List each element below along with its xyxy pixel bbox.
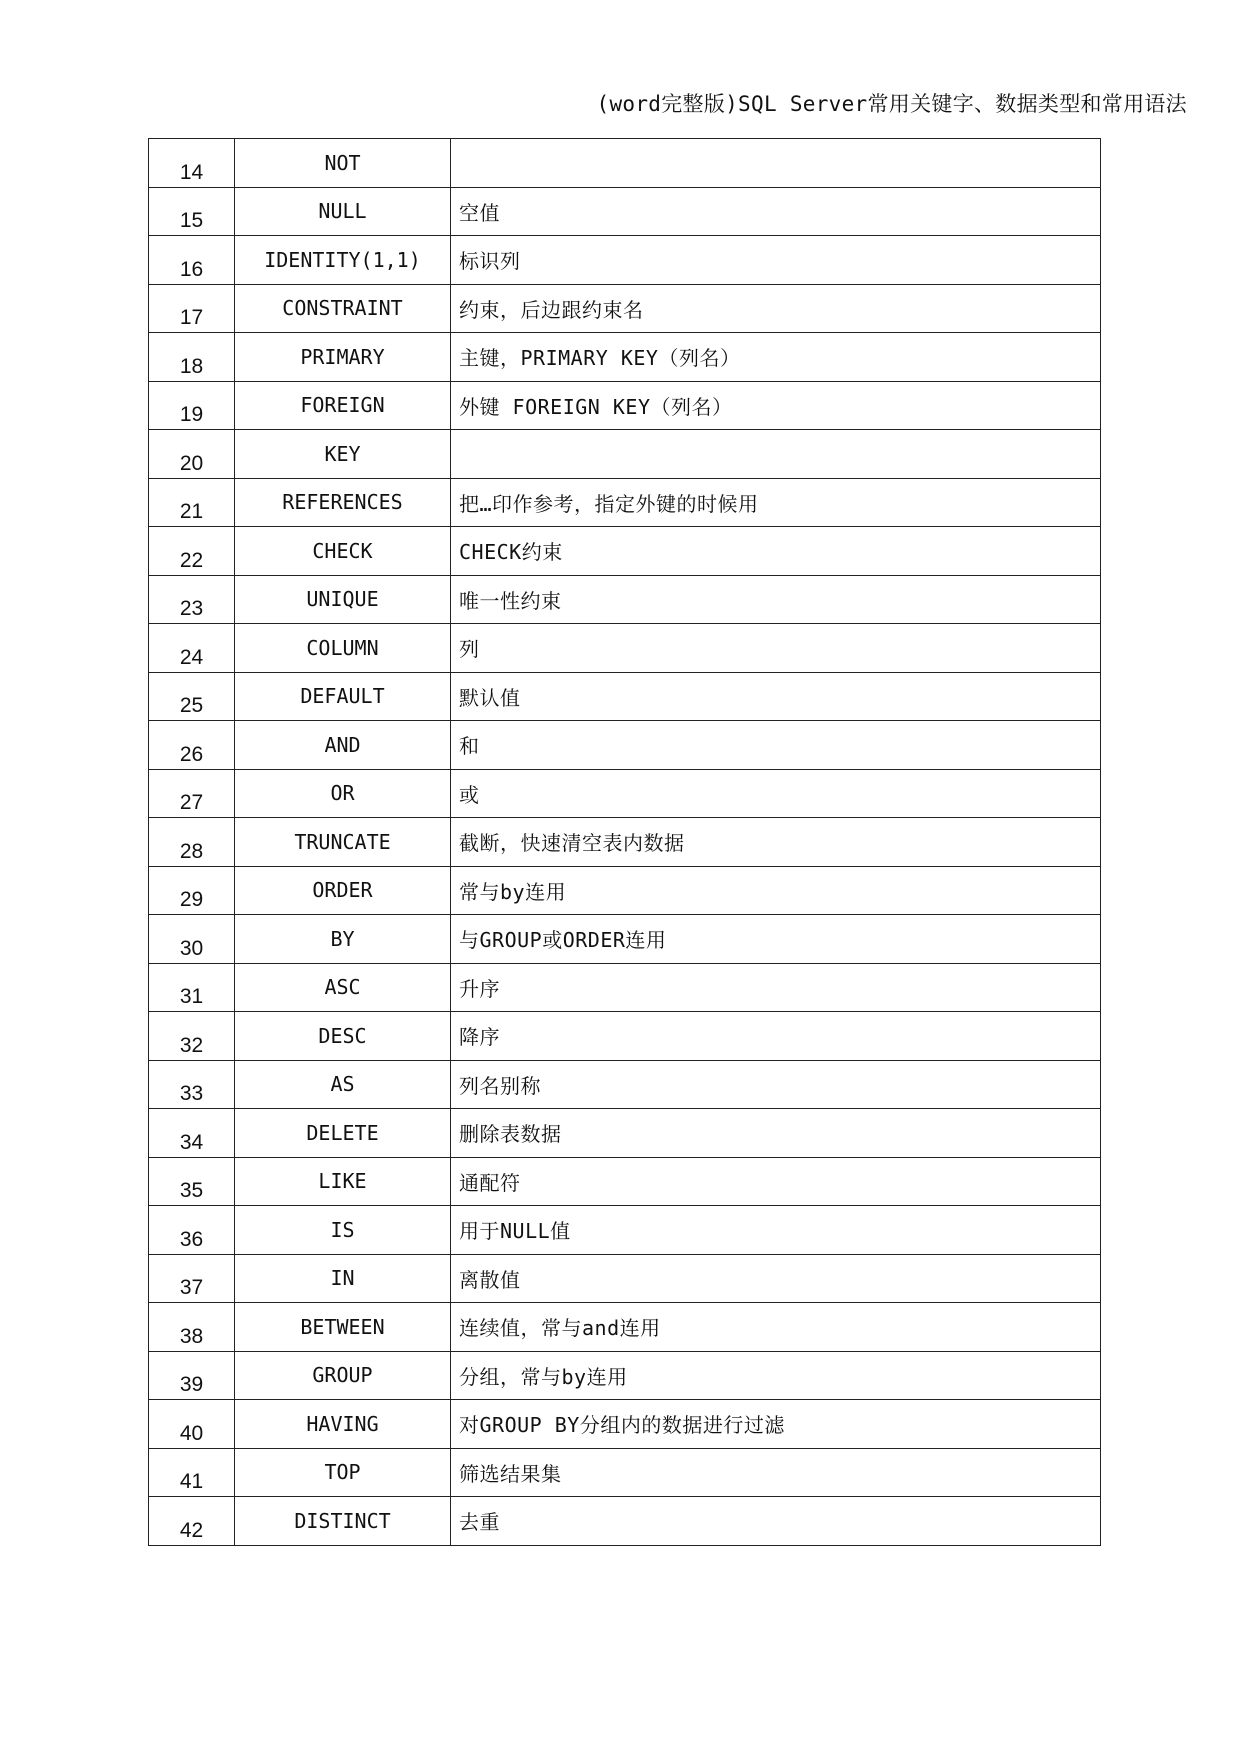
- keyword-cell: DESC: [235, 1012, 451, 1061]
- keyword-cell: ORDER: [235, 866, 451, 915]
- keyword-cell: GROUP: [235, 1351, 451, 1400]
- keyword-cell: COLUMN: [235, 624, 451, 673]
- description-cell: 默认值: [451, 672, 1101, 721]
- row-number: 18: [149, 333, 235, 382]
- row-number: 39: [149, 1351, 235, 1400]
- description-cell: 列名别称: [451, 1060, 1101, 1109]
- description-cell: [451, 139, 1101, 188]
- description-cell: 对GROUP BY分组内的数据进行过滤: [451, 1400, 1101, 1449]
- table-row: [149, 1012, 1101, 1061]
- row-number: 16: [149, 236, 235, 285]
- table-row: [149, 1448, 1101, 1497]
- description-cell: 离散值: [451, 1254, 1101, 1303]
- description-cell: 常与by连用: [451, 866, 1101, 915]
- table-row: [149, 818, 1101, 867]
- description-cell: 删除表数据: [451, 1109, 1101, 1158]
- table-row: [149, 187, 1101, 236]
- row-number: 32: [149, 1012, 235, 1061]
- keyword-cell: NOT: [235, 139, 451, 188]
- keyword-cell: IS: [235, 1206, 451, 1255]
- keyword-cell: NULL: [235, 187, 451, 236]
- description-cell: [451, 430, 1101, 479]
- keyword-cell: HAVING: [235, 1400, 451, 1449]
- description-cell: 外键 FOREIGN KEY（列名）: [451, 381, 1101, 430]
- table-row: [149, 333, 1101, 382]
- row-number: 37: [149, 1254, 235, 1303]
- keyword-table-body: [149, 139, 1101, 1546]
- row-number: 35: [149, 1157, 235, 1206]
- row-number: 17: [149, 284, 235, 333]
- keyword-cell: UNIQUE: [235, 575, 451, 624]
- row-number: 30: [149, 915, 235, 964]
- keyword-table: [148, 138, 1101, 1546]
- description-cell: 主键，PRIMARY KEY（列名）: [451, 333, 1101, 382]
- table-row: [149, 624, 1101, 673]
- row-number: 24: [149, 624, 235, 673]
- keyword-cell: DELETE: [235, 1109, 451, 1158]
- row-number: 19: [149, 381, 235, 430]
- table-row: [149, 721, 1101, 770]
- page-header-title: (word完整版)SQL Server常用关键字、数据类型和常用语法: [596, 92, 1187, 116]
- table-row: [149, 236, 1101, 285]
- description-cell: 与GROUP或ORDER连用: [451, 915, 1101, 964]
- table-row: [149, 139, 1101, 188]
- description-cell: 用于NULL值: [451, 1206, 1101, 1255]
- row-number: 27: [149, 769, 235, 818]
- row-number: 14: [149, 139, 235, 188]
- description-cell: 把…印作参考，指定外键的时候用: [451, 478, 1101, 527]
- table-row: [149, 1351, 1101, 1400]
- keyword-cell: AND: [235, 721, 451, 770]
- description-cell: 降序: [451, 1012, 1101, 1061]
- keyword-cell: TOP: [235, 1448, 451, 1497]
- row-number: 31: [149, 963, 235, 1012]
- description-cell: 空值: [451, 187, 1101, 236]
- keyword-cell: KEY: [235, 430, 451, 479]
- keyword-cell: DISTINCT: [235, 1497, 451, 1546]
- keyword-cell: PRIMARY: [235, 333, 451, 382]
- table-row: [149, 915, 1101, 964]
- table-row: [149, 1060, 1101, 1109]
- description-cell: 列: [451, 624, 1101, 673]
- keyword-cell: CONSTRAINT: [235, 284, 451, 333]
- description-cell: 通配符: [451, 1157, 1101, 1206]
- row-number: 23: [149, 575, 235, 624]
- table-row: [149, 430, 1101, 479]
- table-row: [149, 478, 1101, 527]
- description-cell: 分组，常与by连用: [451, 1351, 1101, 1400]
- row-number: 25: [149, 672, 235, 721]
- keyword-cell: TRUNCATE: [235, 818, 451, 867]
- row-number: 29: [149, 866, 235, 915]
- keyword-cell: AS: [235, 1060, 451, 1109]
- table-row: [149, 1303, 1101, 1352]
- table-row: [149, 1254, 1101, 1303]
- keyword-cell: CHECK: [235, 527, 451, 576]
- table-row: [149, 1109, 1101, 1158]
- keyword-cell: DEFAULT: [235, 672, 451, 721]
- row-number: 40: [149, 1400, 235, 1449]
- row-number: 20: [149, 430, 235, 479]
- keyword-cell: FOREIGN: [235, 381, 451, 430]
- row-number: 26: [149, 721, 235, 770]
- description-cell: CHECK约束: [451, 527, 1101, 576]
- table-row: [149, 1497, 1101, 1546]
- row-number: 38: [149, 1303, 235, 1352]
- keyword-cell: BETWEEN: [235, 1303, 451, 1352]
- table-row: [149, 1400, 1101, 1449]
- keyword-cell: IDENTITY(1,1): [235, 236, 451, 285]
- description-cell: 和: [451, 721, 1101, 770]
- description-cell: 筛选结果集: [451, 1448, 1101, 1497]
- description-cell: 或: [451, 769, 1101, 818]
- table-row: [149, 575, 1101, 624]
- table-row: [149, 1206, 1101, 1255]
- table-row: [149, 769, 1101, 818]
- description-cell: 标识列: [451, 236, 1101, 285]
- description-cell: 唯一性约束: [451, 575, 1101, 624]
- table-row: [149, 1157, 1101, 1206]
- keyword-cell: IN: [235, 1254, 451, 1303]
- table-row: [149, 527, 1101, 576]
- keyword-cell: OR: [235, 769, 451, 818]
- keyword-cell: ASC: [235, 963, 451, 1012]
- row-number: 36: [149, 1206, 235, 1255]
- table-row: [149, 963, 1101, 1012]
- row-number: 22: [149, 527, 235, 576]
- row-number: 42: [149, 1497, 235, 1546]
- row-number: 28: [149, 818, 235, 867]
- table-row: [149, 672, 1101, 721]
- row-number: 15: [149, 187, 235, 236]
- table-row: [149, 284, 1101, 333]
- row-number: 34: [149, 1109, 235, 1158]
- table-row: [149, 866, 1101, 915]
- row-number: 41: [149, 1448, 235, 1497]
- row-number: 21: [149, 478, 235, 527]
- description-cell: 约束，后边跟约束名: [451, 284, 1101, 333]
- description-cell: 截断，快速清空表内数据: [451, 818, 1101, 867]
- description-cell: 连续值，常与and连用: [451, 1303, 1101, 1352]
- keyword-cell: BY: [235, 915, 451, 964]
- table-row: [149, 381, 1101, 430]
- keyword-cell: REFERENCES: [235, 478, 451, 527]
- row-number: 33: [149, 1060, 235, 1109]
- keyword-cell: LIKE: [235, 1157, 451, 1206]
- description-cell: 去重: [451, 1497, 1101, 1546]
- description-cell: 升序: [451, 963, 1101, 1012]
